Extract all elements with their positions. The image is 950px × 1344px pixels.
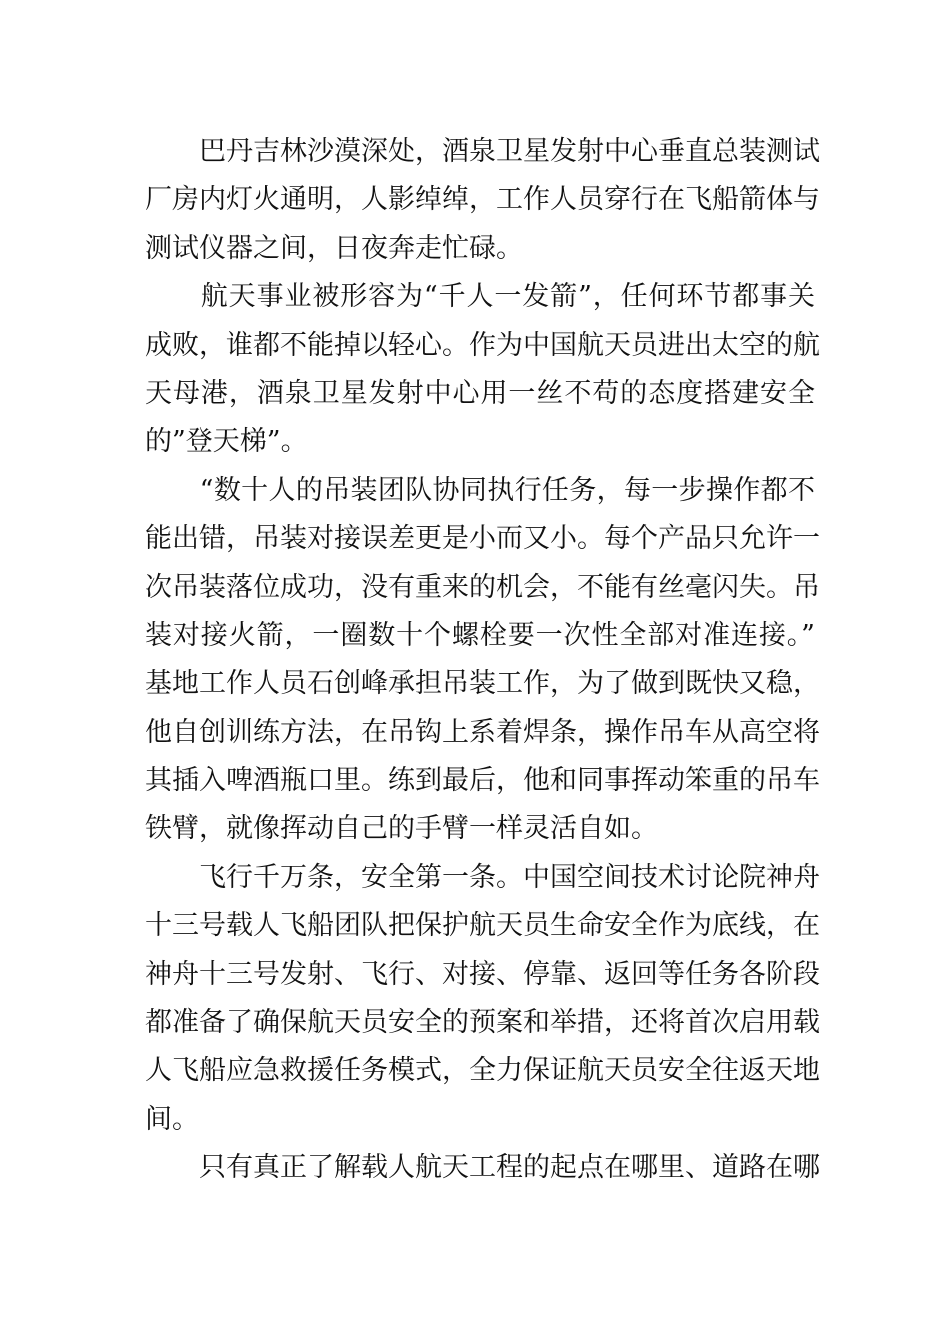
text-line: 能出错，吊装对接误差更是小而又小。每个产品只允许一 bbox=[145, 523, 820, 555]
text-line: 飞行千万条，安全第一条。中国空间技术讨论院神舟 bbox=[145, 861, 820, 893]
paragraph-1 bbox=[145, 128, 820, 273]
text-line: 铁臂，就像挥动自己的手臂一样灵活自如。 bbox=[145, 813, 658, 845]
text-line: 天母港，酒泉卫星发射中心用一丝不苟的态度搭建安全 bbox=[145, 377, 815, 409]
text-line: 他自创训练方法，在吊钩上系着焊条，操作吊车从高空将 bbox=[145, 716, 820, 748]
text-line: 测试仪器之间，日夜奔走忙碌。 bbox=[145, 232, 523, 264]
paragraph-2 bbox=[145, 273, 820, 467]
paragraph-3 bbox=[145, 467, 820, 854]
text-line: 成败，谁都不能掉以轻心。作为中国航天员进出太空的航 bbox=[145, 329, 820, 361]
text-line: 装对接火箭，一圈数十个螺栓要一次性全部对准连接。” bbox=[145, 619, 815, 651]
text-line: 都准备了确保航天员安全的预案和举措，还将首次启用载 bbox=[145, 1007, 820, 1039]
text-line: 十三号载人飞船团队把保护航天员生命安全作为底线，在 bbox=[145, 910, 820, 942]
text-line: 航天事业被形容为“千人一发箭”，任何环节都事关 bbox=[145, 281, 815, 313]
text-line: 其插入啤酒瓶口里。练到最后，他和同事挥动笨重的吊车 bbox=[145, 765, 820, 797]
paragraph-4 bbox=[145, 854, 820, 1144]
text-line: 厂房内灯火通明，人影绰绰，工作人员穿行在飞船箭体与 bbox=[145, 184, 820, 216]
paragraph-5 bbox=[145, 1144, 820, 1192]
text-line: 只有真正了解载人航天工程的起点在哪里、道路在哪 bbox=[145, 1152, 820, 1184]
text-line: 间。 bbox=[145, 1103, 199, 1135]
text-line: “数十人的吊装团队协同执行任务，每一步操作都不 bbox=[145, 474, 815, 506]
text-line: 次吊装落位成功，没有重来的机会，不能有丝毫闪失。吊 bbox=[145, 571, 820, 603]
text-line: 神舟十三号发射、飞行、对接、停靠、返回等任务各阶段 bbox=[145, 958, 820, 990]
article-body bbox=[145, 128, 820, 1193]
text-line: 的”登天梯”。 bbox=[145, 426, 308, 458]
text-line: 基地工作人员石创峰承担吊装工作，为了做到既快又稳， bbox=[145, 668, 820, 700]
text-line: 巴丹吉林沙漠深处，酒泉卫星发射中心垂直总装测试 bbox=[145, 136, 820, 167]
text-line: 人飞船应急救援任务模式，全力保证航天员安全往返天地 bbox=[145, 1055, 820, 1087]
